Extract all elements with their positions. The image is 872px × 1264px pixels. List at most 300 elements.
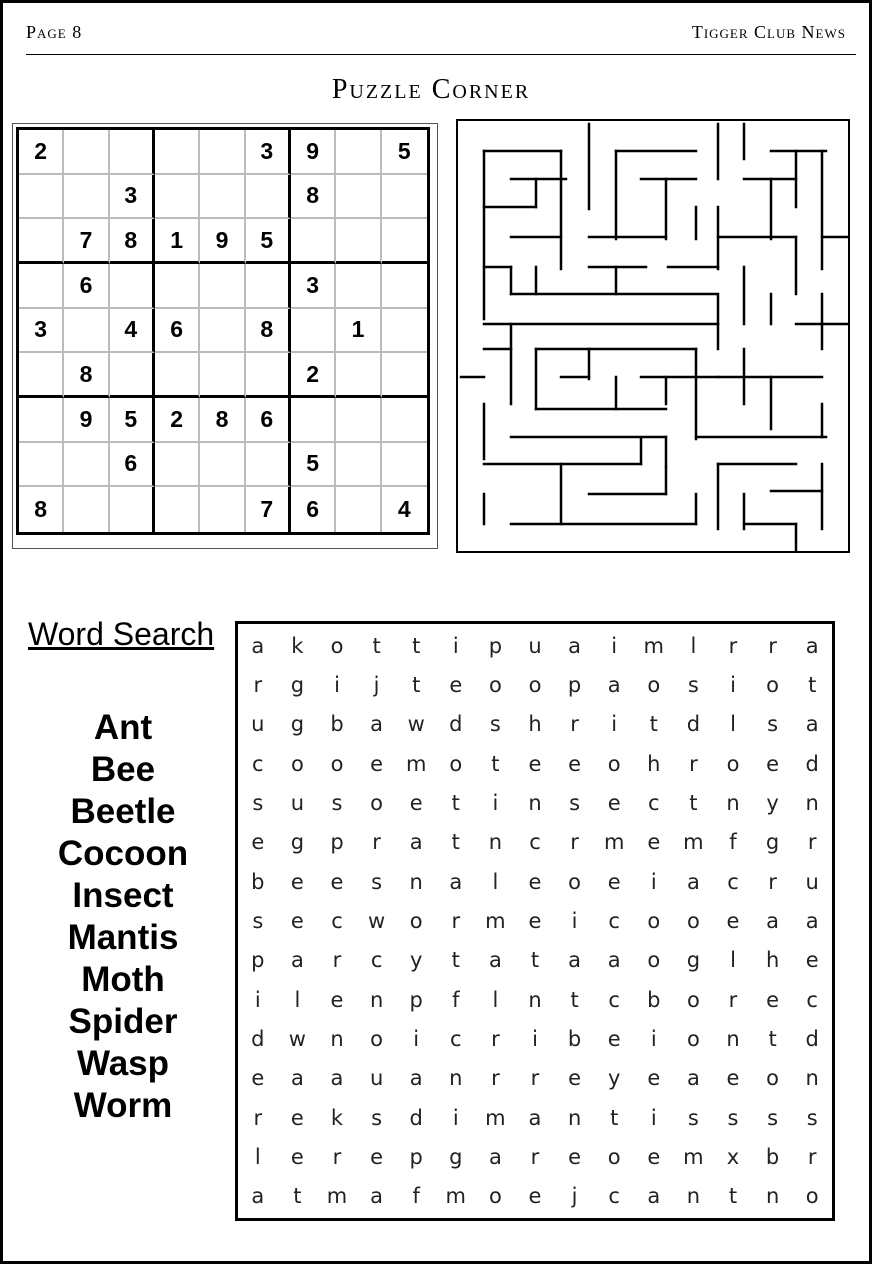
sudoku-grid [16, 127, 430, 535]
word-search-letter: e [568, 1066, 582, 1091]
word-search-letter: e [290, 908, 304, 933]
sudoku-cell [336, 487, 381, 532]
word-search-letter: g [449, 1144, 463, 1169]
word-search-letter: e [766, 751, 780, 776]
sudoku-cell: 8 [110, 219, 155, 264]
word-search-letter: a [568, 948, 582, 973]
word-search-letter: e [766, 987, 780, 1012]
word-search-letter: a [488, 948, 502, 973]
sudoku-cell [200, 443, 245, 488]
word-search-letter: b [647, 987, 661, 1012]
word-search-letter: n [686, 1184, 701, 1209]
word-search-letter: r [768, 633, 777, 658]
word-search-letter: e [528, 908, 542, 933]
sudoku-cell [64, 487, 109, 532]
sudoku-cell: 2 [155, 398, 200, 443]
word-search-letter: o [766, 672, 780, 697]
word-search-letter: s [371, 869, 383, 894]
word-search-letter: s [331, 790, 343, 815]
word-search-letter: l [492, 987, 499, 1012]
sudoku-cell [382, 353, 427, 398]
word-search-letter: t [412, 633, 421, 658]
word-search-letter: u [369, 1066, 384, 1091]
word-search-letter: e [290, 869, 304, 894]
word-search-letter: r [451, 908, 461, 933]
sudoku-cell [110, 487, 155, 532]
word-search-letter: m [683, 1144, 704, 1169]
sudoku-cell [336, 353, 381, 398]
word-search-letter: t [451, 830, 460, 855]
word-search-letter: e [607, 869, 621, 894]
sudoku-cell [155, 443, 200, 488]
word-search-letter: w [288, 1026, 306, 1051]
word-search-letter: b [251, 869, 265, 894]
sudoku-cell [382, 309, 427, 354]
word-search-letter: e [568, 1144, 582, 1169]
word-search-letter: a [370, 712, 384, 737]
sudoku-cell [155, 175, 200, 220]
sudoku-cell [200, 264, 245, 309]
word-search-letter: n [805, 1066, 819, 1091]
word-search-letter: b [567, 1026, 582, 1051]
sudoku-cell [382, 264, 427, 309]
word-search-letter: n [528, 790, 542, 815]
sudoku-cell: 6 [64, 264, 109, 309]
sudoku-cell: 6 [110, 443, 155, 488]
word-search-letter: s [767, 712, 779, 737]
sudoku-cell: 1 [336, 309, 381, 354]
word-search-letter: o [290, 751, 304, 776]
sudoku-cell [155, 353, 200, 398]
word-search-letter: a [568, 633, 582, 658]
word-search-grid [235, 621, 835, 1221]
word-search-letter: d [251, 1026, 265, 1051]
word-search-letter: h [528, 712, 542, 737]
word-search-letter: t [412, 672, 421, 697]
word-search-letter: i [611, 712, 618, 737]
word-search-letter: l [730, 948, 736, 973]
word-search-letter: o [409, 908, 423, 933]
page-number: Page 8 [26, 22, 83, 42]
sudoku-cell [110, 353, 155, 398]
word-search-letter: d [805, 751, 819, 776]
word-search-letter: c [608, 908, 620, 933]
word-list-item: Mantis [67, 918, 179, 957]
word-list-item: Wasp [76, 1044, 170, 1083]
word-search-letter: x [726, 1144, 740, 1169]
word-search-letter: u [805, 869, 819, 894]
word-search-letter: i [611, 633, 618, 658]
sudoku-cell: 6 [246, 398, 291, 443]
word-search-letter: p [409, 1144, 423, 1169]
word-search-letter: n [369, 987, 384, 1012]
sudoku-cell [291, 398, 336, 443]
word-search-letter: m [485, 1105, 506, 1130]
sudoku-cell [19, 219, 64, 264]
sudoku-cell: 2 [19, 130, 64, 175]
sudoku-cell: 3 [291, 264, 336, 309]
word-search-letter: m [603, 830, 625, 855]
word-search-letter: i [650, 1105, 657, 1130]
word-search-letter: a [805, 908, 819, 933]
word-search-letter: r [530, 1066, 540, 1091]
word-search-letter: r [253, 1105, 263, 1130]
newsletter-title: Tigger Club News [691, 22, 846, 42]
word-search-letter: a [409, 1066, 423, 1091]
sudoku-cell: 8 [200, 398, 245, 443]
word-search-letter: t [808, 672, 817, 697]
word-search-letter: e [290, 1144, 304, 1169]
sudoku-cell: 9 [200, 219, 245, 264]
word-search-letter: l [254, 1144, 261, 1169]
word-search-letter: i [334, 672, 340, 697]
word-search-letter: a [251, 1184, 265, 1209]
word-search-letter: o [647, 672, 661, 697]
word-list-item: Bee [90, 750, 156, 789]
word-search-letter: a [488, 1144, 502, 1169]
word-search-letter: o [686, 908, 700, 933]
word-search-letter: a [647, 1184, 661, 1209]
word-search-letter: n [409, 869, 423, 894]
word-search-letter: p [567, 672, 582, 697]
sudoku-cell [64, 175, 109, 220]
sudoku-cell: 1 [155, 219, 200, 264]
word-search-letter: c [331, 908, 343, 933]
word-search-letter: s [687, 1105, 699, 1130]
word-search-letter: f [729, 830, 737, 855]
word-search-letter: p [409, 987, 423, 1012]
word-search-letter: s [252, 790, 264, 815]
word-search-letter: d [686, 712, 701, 737]
word-search-letter: g [290, 712, 305, 737]
sudoku-cell [64, 309, 109, 354]
sudoku-cell [19, 443, 64, 488]
word-search-letter: w [368, 908, 386, 933]
word-search-letter: i [492, 790, 499, 815]
word-search-letter: e [528, 869, 542, 894]
word-search-letter: t [610, 1105, 619, 1130]
word-search-letter: o [449, 751, 463, 776]
sudoku-cell: 4 [110, 309, 155, 354]
word-search-letter: f [452, 987, 460, 1012]
sudoku-cell [336, 130, 381, 175]
sudoku-cell [110, 130, 155, 175]
word-search-letter: r [332, 1144, 342, 1169]
sudoku-cell [64, 443, 109, 488]
header-divider [26, 54, 856, 55]
word-search-letter: k [330, 1105, 344, 1130]
sudoku-cell [19, 398, 64, 443]
sudoku-cell [110, 264, 155, 309]
word-search-letter: t [451, 790, 460, 815]
word-search-letter: o [568, 869, 582, 894]
word-search-letter: o [370, 1026, 384, 1051]
word-search-letter: g [290, 830, 305, 855]
sudoku-cell: 4 [397, 496, 411, 523]
sudoku-cell: 3 [110, 175, 155, 220]
word-search-letter: u [251, 712, 265, 737]
word-search-letter: i [571, 908, 578, 933]
sudoku-cell: 5 [110, 398, 155, 443]
word-search-letter: o [686, 1026, 700, 1051]
word-search-letter: e [330, 869, 344, 894]
word-search-letter: b [330, 712, 344, 737]
word-search-letter: c [450, 1026, 462, 1051]
word-search-letter: u [528, 633, 542, 658]
word-search-letter: o [766, 1066, 780, 1091]
sudoku-cell [246, 175, 291, 220]
sudoku-cell [200, 130, 245, 175]
word-search-letter: a [449, 869, 463, 894]
word-search-letter: o [647, 908, 661, 933]
word-search-letter: y [766, 790, 779, 815]
word-search-letter: e [251, 1066, 265, 1091]
word-search-letter: e [726, 908, 740, 933]
sudoku-cell: 9 [291, 130, 336, 175]
sudoku-cell: 7 [246, 487, 291, 532]
word-search-letter: t [530, 948, 540, 973]
word-list-item: Beetle [70, 792, 176, 831]
word-search-letter: n [567, 1105, 582, 1130]
word-search-letter: i [413, 1026, 420, 1051]
word-search-letter: m [326, 1184, 348, 1209]
word-search-letter: r [689, 751, 698, 776]
word-search-letter: n [726, 790, 740, 815]
word-search-letter: o [805, 1184, 819, 1209]
sudoku-cell: 9 [64, 398, 109, 443]
word-search-letter: s [687, 672, 699, 697]
sudoku-cell: 6 [155, 309, 200, 354]
word-search-letter: a [528, 1105, 542, 1130]
word-search-letter: n [488, 830, 503, 855]
word-search-letter: r [807, 830, 817, 855]
word-search-letter: a [805, 712, 819, 737]
word-search-letter: a [766, 908, 780, 933]
word-search-letter: t [689, 790, 698, 815]
word-search-letter: t [372, 633, 381, 658]
word-search-letter: i [650, 869, 657, 894]
word-list-item: Moth [81, 960, 165, 999]
word-search-letter: f [412, 1184, 420, 1209]
word-search-letter: e [251, 830, 265, 855]
word-search-letter: c [252, 751, 264, 776]
sudoku-cell [336, 175, 381, 220]
word-search-letter: r [491, 1066, 500, 1091]
sudoku-cell: 8 [64, 353, 109, 398]
word-search-letter: g [765, 830, 780, 855]
word-search-letter: t [293, 1184, 302, 1209]
word-search-letter: e [607, 1026, 621, 1051]
word-search-letter: o [330, 751, 344, 776]
word-search-letter: n [765, 1184, 780, 1209]
word-search-letter: t [649, 712, 658, 737]
sudoku-cell: 5 [382, 130, 427, 175]
word-search-letter: t [570, 987, 579, 1012]
word-search-letter: a [805, 633, 819, 658]
word-search-letter: o [488, 672, 502, 697]
word-search-letter: e [370, 751, 384, 776]
word-search-letter: c [806, 987, 818, 1012]
word-search-letter: i [254, 987, 261, 1012]
word-list-item: Spider [68, 1002, 178, 1041]
word-search-letter: m [445, 1184, 467, 1209]
word-search-letter: s [252, 908, 264, 933]
word-search-letter: c [608, 1184, 620, 1209]
sudoku-cell [246, 443, 291, 488]
word-search-letter: a [607, 948, 621, 973]
word-search-letter: o [647, 948, 661, 973]
word-search-letter: r [372, 830, 381, 855]
word-search-letter: n [528, 987, 542, 1012]
word-search-letter: t [451, 948, 460, 973]
word-search-letter: a [686, 869, 700, 894]
word-search-letter: e [290, 1105, 304, 1130]
sudoku-cell [200, 487, 245, 532]
word-search-letter: e [370, 1144, 384, 1169]
word-search-letter: e [528, 751, 542, 776]
word-list-item: Worm [73, 1086, 173, 1125]
word-search-letter: a [290, 948, 304, 973]
word-search-letter: e [330, 987, 344, 1012]
word-search-letter: r [253, 672, 263, 697]
word-search-letter: j [373, 672, 380, 697]
sudoku-cell [200, 175, 245, 220]
word-search-letter: u [290, 790, 305, 815]
word-search-letter: a [370, 1184, 384, 1209]
sudoku-cell [382, 219, 427, 264]
sudoku-cell [155, 130, 200, 175]
word-search-letter: e [607, 790, 621, 815]
sudoku-cell: 2 [291, 353, 336, 398]
word-search-title: Word Search [28, 616, 215, 652]
sudoku-cell [19, 353, 64, 398]
word-search-letter: e [805, 948, 819, 973]
word-search-letter: s [806, 1105, 818, 1130]
word-search-letter: t [491, 751, 500, 776]
word-search-letter: s [371, 1105, 383, 1130]
word-search-letter: m [643, 633, 665, 658]
word-search-letter: c [370, 948, 383, 973]
word-search-letter: y [607, 1066, 621, 1091]
word-search-letter: a [251, 633, 265, 658]
word-search-letter: e [568, 751, 582, 776]
word-search-letter: a [686, 1066, 700, 1091]
sudoku-cell [19, 175, 64, 220]
word-search-letter: o [607, 1144, 621, 1169]
sudoku-cell: 8 [291, 175, 336, 220]
word-search-letter: h [765, 948, 780, 973]
word-search-letter: c [608, 987, 620, 1012]
word-search-letter: e [409, 790, 423, 815]
word-search-letter: e [647, 830, 661, 855]
sudoku-cell: 3 [246, 130, 291, 175]
word-search-letter: g [290, 672, 305, 697]
word-search-letter: t [768, 1026, 777, 1051]
sudoku-cell [291, 219, 336, 264]
sudoku-cell [382, 175, 427, 220]
word-search-letter: o [370, 790, 384, 815]
word-search-letter: l [294, 987, 301, 1012]
word-search-letter: d [409, 1105, 423, 1130]
section-title: Puzzle Corner [331, 74, 531, 105]
word-list-item: Insect [72, 876, 174, 915]
word-search-letter: i [452, 1105, 459, 1130]
word-search-letter: e [528, 1184, 542, 1209]
sudoku-cell [336, 443, 381, 488]
sudoku-cell [200, 353, 245, 398]
sudoku-cell: 5 [246, 219, 291, 264]
word-search-letter: j [571, 1184, 578, 1209]
word-search-letter: s [489, 712, 501, 737]
word-search-letter: c [648, 790, 660, 815]
word-search-letter: s [569, 790, 581, 815]
word-search-letter: m [485, 908, 506, 933]
word-search-letter: o [488, 1184, 502, 1209]
sudoku-cell: 7 [64, 219, 109, 264]
word-search-letter: c [529, 830, 541, 855]
word-search-letter: a [607, 672, 621, 697]
sudoku-cell [200, 309, 245, 354]
word-search-letter: o [528, 672, 542, 697]
word-search-letter: n [805, 790, 819, 815]
word-list [28, 707, 218, 1127]
word-search-letter: l [492, 869, 499, 894]
word-search-letter: i [730, 672, 736, 697]
word-search-letter: o [330, 633, 344, 658]
word-search-letter: o [686, 987, 700, 1012]
word-search-letter: a [330, 1066, 344, 1091]
word-search-letter: p [251, 948, 265, 973]
sudoku-cell [382, 398, 427, 443]
sudoku-cell: 8 [19, 487, 64, 532]
word-search-letter: b [765, 1144, 780, 1169]
word-search-letter: r [807, 1144, 817, 1169]
sudoku-cell [382, 443, 427, 488]
word-search-letter: s [767, 1105, 779, 1130]
sudoku-cell [246, 353, 291, 398]
word-search-letter: s [727, 1105, 739, 1130]
sudoku-cell [336, 219, 381, 264]
sudoku-cell: 3 [19, 309, 64, 354]
word-search-letter: d [805, 1026, 819, 1051]
word-search-letter: r [728, 987, 738, 1012]
word-search-letter: r [768, 869, 777, 894]
sudoku-cell [19, 264, 64, 309]
word-search-letter: t [728, 1184, 738, 1209]
maze [456, 119, 850, 553]
word-search-letter: r [332, 948, 342, 973]
word-search-letter: r [728, 633, 738, 658]
sudoku-cell [336, 398, 381, 443]
sudoku-cell [64, 130, 109, 175]
word-search-letter: p [330, 830, 344, 855]
word-search-letter: g [686, 948, 701, 973]
word-search-letter: e [647, 1144, 661, 1169]
word-search-letter: y [409, 948, 423, 973]
sudoku-cell [155, 487, 200, 532]
word-search-letter: r [530, 1144, 540, 1169]
word-search-letter: r [570, 830, 579, 855]
word-search-letter: n [330, 1026, 344, 1051]
word-search-letter: w [407, 712, 425, 737]
sudoku-cell: 8 [246, 309, 291, 354]
word-search-letter: a [409, 830, 423, 855]
word-search-letter: d [449, 712, 463, 737]
word-search-letter: o [726, 751, 740, 776]
sudoku-cell [291, 309, 336, 354]
word-search-letter: l [730, 712, 736, 737]
word-search-letter: m [683, 830, 704, 855]
